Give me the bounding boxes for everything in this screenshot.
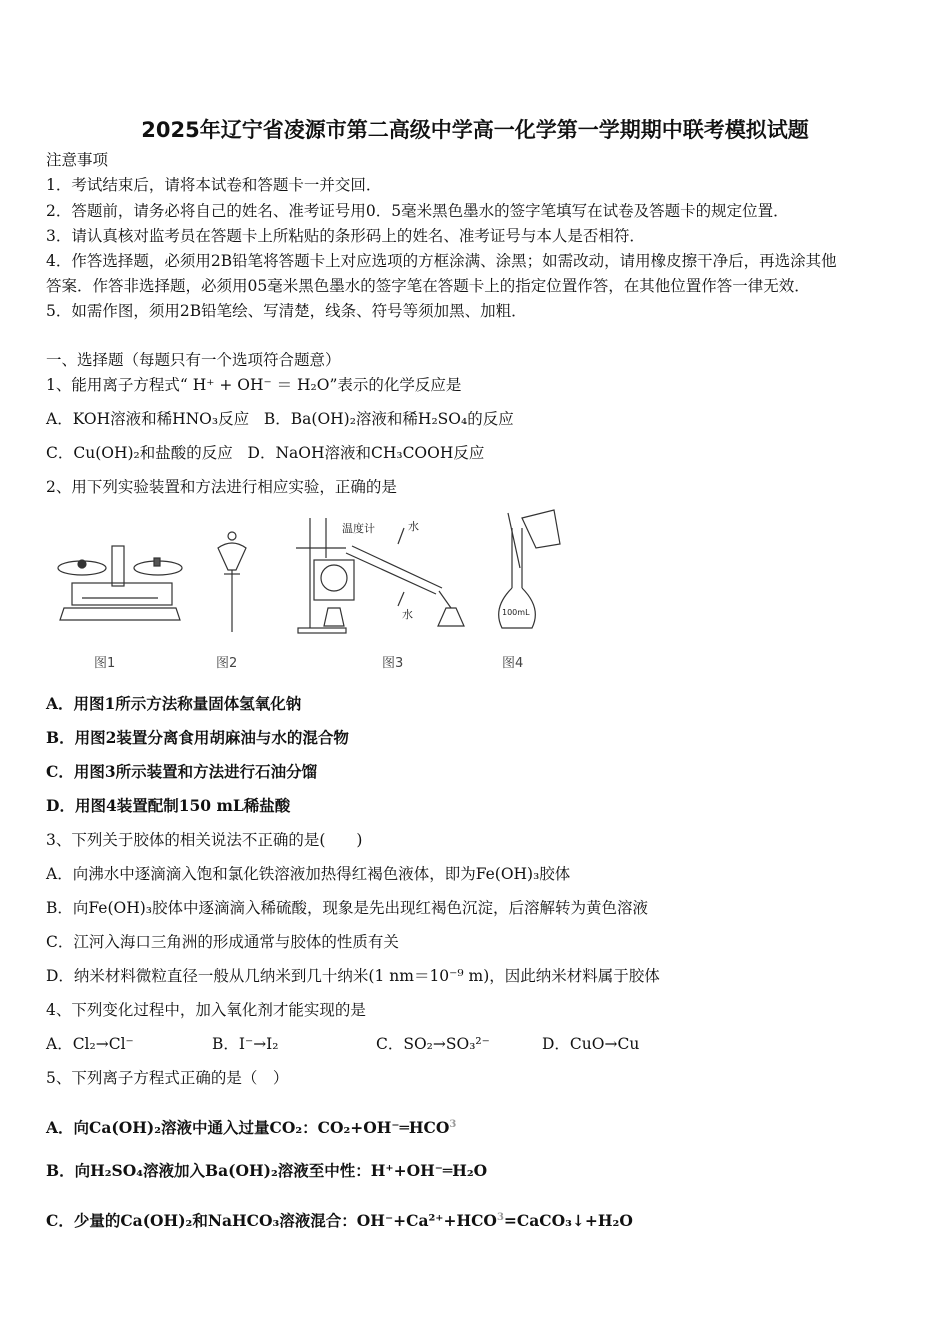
question-3-stem: 3、下列关于胶体的相关说法不正确的是( ) <box>46 831 363 849</box>
option-a: A．向沸水中逐滴滴入饱和氯化铁溶液加热得红褐色液体，即为Fe(OH)₃胶体 <box>46 865 571 883</box>
option-a: A．Cl₂→Cl⁻ <box>46 1035 134 1053</box>
question-1-options-cd <box>46 443 484 463</box>
option-d: D．CuO→Cu <box>542 1035 640 1053</box>
apparatus-figures <box>46 508 586 678</box>
option-c <box>46 1208 633 1231</box>
separatory-funnel-figure <box>218 532 246 632</box>
figure-caption: 图2 <box>216 656 238 671</box>
thermometer-label: 温度计 <box>342 522 375 535</box>
option-a-text: A．向Ca(OH)₂溶液中通入过量CO₂：CO₂+OH⁻═HCO <box>46 1118 450 1138</box>
option-b: B．I⁻→I₂ <box>212 1035 279 1053</box>
question-5-stem: 5、下列离子方程式正确的是（ ） <box>46 1069 289 1087</box>
section-heading: 一、选择题（每题只有一个选项符合题意） <box>46 351 341 369</box>
figure-caption: 图4 <box>502 656 524 671</box>
option-c: C．用图3所示装置和方法进行石油分馏 <box>46 762 318 781</box>
option-d: D．用图4装置配制150 mL稀盐酸 <box>46 796 291 815</box>
notice-item: 5．如需作图，须用2B铅笔绘、写清楚，线条、符号等须加黑、加粗． <box>46 302 527 320</box>
notice-item: 4．作答选择题，必须用2B铅笔将答题卡上对应选项的方框涂满、涂黑；如需改动，请用橡皮擦干净后，再选涂其他 <box>46 252 837 270</box>
option-b: B．Ba(OH)₂溶液和稀H₂SO₄的反应 <box>263 410 514 428</box>
option-c: C．江河入海口三角洲的形成通常与胶体的性质有关 <box>46 933 399 951</box>
notice-item: 答案．作答非选择题，必须用05毫米黑色墨水的签字笔在答题卡上的指定位置作答，在其他位置作答一律无效． <box>46 277 810 295</box>
distillation-figure <box>296 518 464 633</box>
option-a: A．用图1所示方法称量固体氢氧化钠 <box>46 694 302 713</box>
option-b: B．用图2装置分离食用胡麻油与水的混合物 <box>46 728 349 747</box>
notice-item: 2．答题前，请务必将自己的姓名、准考证号用0．5毫米黑色墨水的签字笔填写在试卷及答题卡的规定位置． <box>46 202 789 220</box>
option-d: D．纳米材料微粒直径一般从几纳米到几十纳米(1 nm＝10⁻⁹ m)，因此纳米材料属于胶体 <box>46 967 660 985</box>
option-c-tail: =CaCO₃↓+H₂O <box>503 1211 633 1231</box>
option-c-text: C．少量的Ca(OH)₂和NaHCO₃溶液混合：OH⁻+Ca²⁺+HCO <box>46 1211 497 1231</box>
question-4-stem: 4、下列变化过程中，加入氧化剂才能实现的是 <box>46 1001 366 1019</box>
water-out-label: 水 <box>402 608 413 621</box>
option-a: A．KOH溶液和稀HNO₃反应 <box>46 410 250 428</box>
option-a-subscript: 3 <box>449 1119 457 1130</box>
option-b: B．向Fe(OH)₃胶体中逐滴滴入稀硫酸，现象是先出现红褐色沉淀，后溶解转为黄色溶液 <box>46 899 649 917</box>
option-d: D．NaOH溶液和CH₃COOH反应 <box>247 444 485 462</box>
option-c: C．Cu(OH)₂和盐酸的反应 <box>46 444 233 462</box>
notice-heading: 注意事项 <box>46 151 109 169</box>
balance-figure <box>58 546 182 620</box>
notice-item: 1．考试结束后，请将本试卷和答题卡一并交回． <box>46 176 382 194</box>
page-title: 2025年辽宁省凌源市第二高级中学高一化学第一学期期中联考模拟试题 <box>141 118 809 142</box>
question-1-options-ab <box>46 409 514 429</box>
question-1-stem: 1、能用离子方程式“ H⁺ + OH⁻ ＝ H₂O”表示的化学反应是 <box>46 376 462 394</box>
figure-caption: 图1 <box>94 656 116 671</box>
option-a <box>46 1115 456 1138</box>
flask-volume-label: 100mL <box>502 608 530 617</box>
question-2-stem: 2、用下列实验装置和方法进行相应实验，正确的是 <box>46 478 397 496</box>
option-c-subscript: 3 <box>496 1212 504 1223</box>
figure-caption: 图3 <box>382 656 404 671</box>
water-in-label: 水 <box>408 520 419 533</box>
option-b: B．向H₂SO₄溶液加入Ba(OH)₂溶液至中性：H⁺+OH⁻═H₂O <box>46 1161 488 1180</box>
option-c: C．SO₂→SO₃²⁻ <box>376 1035 490 1053</box>
notice-item: 3．请认真核对监考员在答题卡上所粘贴的条形码上的姓名、准考证号与本人是否相符． <box>46 227 645 245</box>
